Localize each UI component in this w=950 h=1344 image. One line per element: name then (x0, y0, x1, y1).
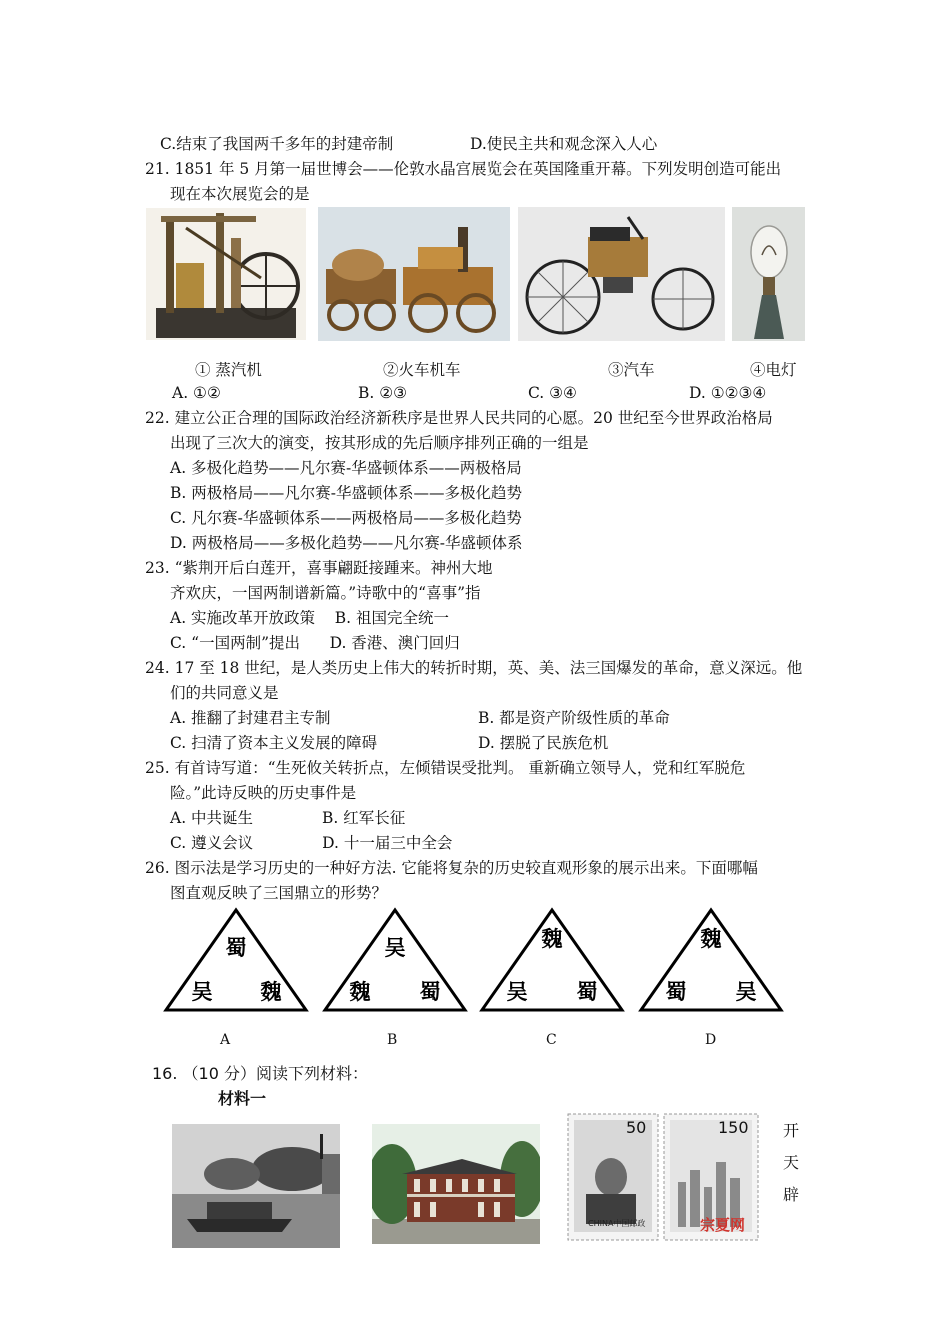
q26-stem-line1: 26. 图示法是学习历史的一种好方法. 它能将复杂的历史较直观形象的展示出来。下面哪幅 (145, 859, 758, 877)
caption-electric-lamp: ④电灯 (750, 361, 797, 379)
triangle-c-label: C (546, 1032, 557, 1048)
q23-options-cd: C. “一国两制”提出 D. 香港、澳门回归 (170, 634, 460, 652)
q23-stem-line1: 23. “紫荆开后白莲开，喜事翩跹接踵来。神州大地 (145, 559, 493, 577)
q26-stem-line2: 图直观反映了三国鼎立的形势？ (170, 884, 388, 902)
q21-option-b: B. ②③ (358, 384, 408, 402)
q24-stem-line2: 们的共同意义是 (170, 684, 279, 702)
triangle-d (641, 910, 781, 1010)
q25-stem-line1: 25. 有首诗写道：“生死攸关转折点，左倾错误受批判。 重新确立领导人，党和红军脱危 (145, 759, 746, 777)
q21-stem-line1: 21. 1851 年 5 月第一届世博会——伦敦水晶宫展览会在英国隆重开幕。下列发明创造可能出 (145, 160, 782, 178)
triangle-d-right: 吴 (735, 980, 757, 1004)
red-boat-photo (172, 1124, 340, 1248)
triangle-a (166, 910, 306, 1010)
triangle-b-label: B (387, 1032, 398, 1048)
q21-stem-line2: 现在本次展览会的是 (170, 185, 310, 203)
triangle-b (325, 910, 465, 1010)
triangle-d-top: 魏 (700, 927, 722, 951)
q24-option-d: D. 摆脱了民族危机 (478, 734, 609, 752)
q24-option-b: B. 都是资产阶级性质的革命 (478, 709, 670, 727)
caption-automobile: ③汽车 (608, 361, 655, 379)
q22-option-c: C. 凡尔赛-华盛顿体系——两极格局——多极化趋势 (170, 509, 522, 527)
caption-steam-engine: ① 蒸汽机 (195, 361, 262, 379)
commemorative-stamps (566, 1112, 760, 1242)
q21-option-c: C. ③④ (528, 384, 577, 402)
stamp-china-post: CHINA中国邮政 (588, 1219, 646, 1228)
q22-option-d: D. 两极格局——多极化趋势——凡尔赛-华盛顿体系 (170, 534, 523, 552)
q22-option-b: B. 两极格局——凡尔赛-华盛顿体系——多极化趋势 (170, 484, 522, 502)
triangle-b-left: 魏 (349, 980, 371, 1004)
side-char-pi: 辟 (783, 1185, 800, 1204)
triangle-b-top: 吴 (384, 936, 406, 960)
triangle-a-right: 魏 (260, 980, 282, 1004)
q22-option-a: A. 多极化趋势——凡尔赛-华盛顿体系——两极格局 (170, 459, 522, 477)
triangle-a-left: 吴 (191, 980, 213, 1004)
q23-stem-line2: 齐欢庆，一国两制谱新篇。”诗歌中的“喜事”指 (170, 584, 481, 602)
q23-options-ab: A. 实施改革开放政策 B. 祖国完全统一 (170, 609, 450, 627)
side-char-tian: 天 (783, 1153, 800, 1172)
material-one-label: 材料一 (218, 1089, 267, 1108)
q22-stem-line2: 出现了三次大的演变，按其形成的先后顺序排列正确的一组是 (170, 434, 589, 452)
q24-option-c: C. 扫清了资本主义发展的障碍 (170, 734, 378, 752)
triangle-c (482, 910, 622, 1010)
triangle-c-right: 蜀 (576, 980, 598, 1004)
triangle-a-top: 蜀 (225, 936, 247, 960)
q21-option-d: D. ①②③④ (689, 384, 767, 402)
q24-stem-line1: 24. 17 至 18 世纪，是人类历史上伟大的转折时期，英、美、法三国爆发的革命，意义深远。他 (145, 659, 803, 677)
triangle-c-left: 吴 (506, 980, 528, 1004)
q20-option-d: D.使民主共和观念深入人心 (470, 135, 658, 153)
side-char-kai: 开 (783, 1121, 800, 1140)
stamp-value-150: 150 (718, 1118, 749, 1137)
caption-locomotive: ②火车机车 (383, 361, 461, 379)
q24-option-a: A. 推翻了封建君主专制 (170, 709, 331, 727)
q21-option-a: A. ①② (172, 384, 221, 402)
historic-building-photo (372, 1124, 540, 1244)
q25-stem-line2: 险。”此诗反映的历史事件是 (170, 784, 357, 802)
q22-stem-line1: 22. 建立公正合理的国际政治经济新秩序是世界人民共同的心愿。20 世纪至今世界政治格局 (145, 409, 773, 427)
q16-title: 16. （10 分）阅读下列材料： (152, 1064, 368, 1083)
watermark-logo: 宗夏网 (700, 1216, 746, 1234)
triangle-d-left: 蜀 (665, 980, 687, 1004)
stamp-value-50: 50 (626, 1118, 647, 1137)
triangle-d-label: D (705, 1032, 717, 1048)
q25-options-cd: C. 遵义会议 D. 十一届三中全会 (170, 834, 453, 852)
triangle-c-top: 魏 (541, 927, 563, 951)
q20-option-c: C.结束了我国两千多年的封建帝制 (160, 135, 394, 153)
q25-options-ab: A. 中共诞生 B. 红军长征 (170, 809, 406, 827)
triangle-a-label: A (220, 1032, 231, 1048)
triangle-b-right: 蜀 (419, 980, 441, 1004)
